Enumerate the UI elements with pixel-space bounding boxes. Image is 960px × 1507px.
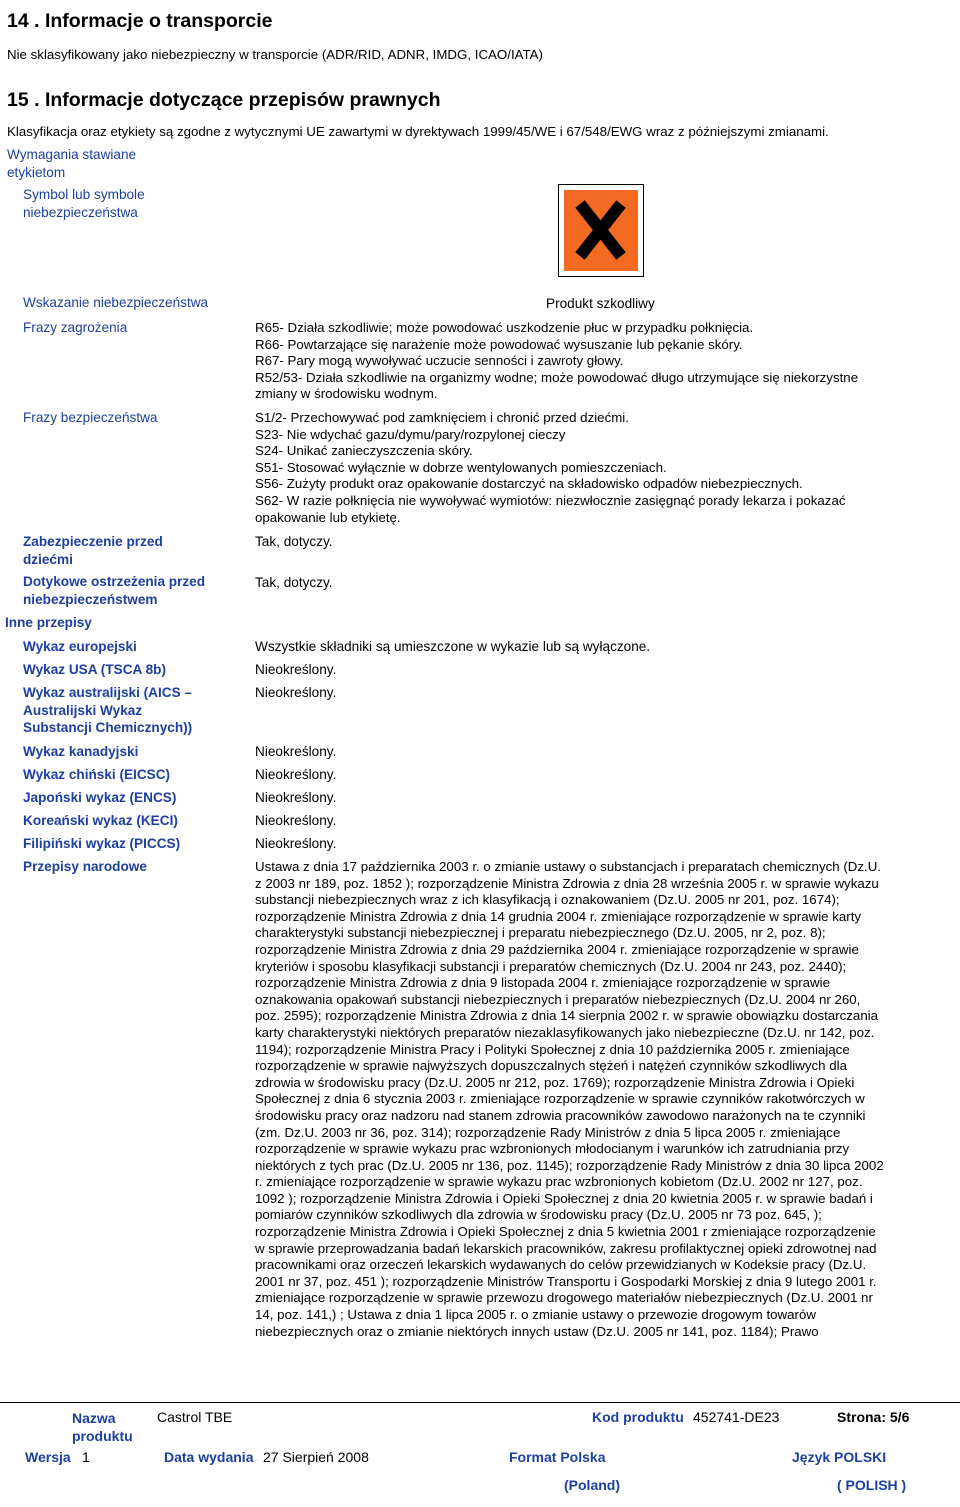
inventory-label-japan: Japoński wykaz (ENCS) (23, 790, 177, 805)
product-code-value: 452741-DE23 (693, 1409, 780, 1425)
harmful-x-icon (558, 184, 644, 277)
inventory-value-japan: Nieokreślony. (255, 790, 337, 805)
inventory-label-philippines: Filipiński wykaz (PICCS) (23, 836, 181, 851)
safety-phrase: S23- Nie wdychać gazu/dymu/pary/rozpylonej cieczy (255, 426, 566, 442)
inventory-value-philippines: Nieokreślony. (255, 836, 337, 851)
labeling-heading: Wymagania stawiane etykietom (7, 147, 137, 180)
language-sub: ( POLISH ) (837, 1477, 907, 1493)
safety-phrase: S1/2- Przechowywać pod zamknięciem i chronić przed dziećmi. (255, 410, 629, 425)
product-code-label: Kod produktu (592, 1409, 684, 1425)
inventory-value-china: Nieokreślony. (255, 767, 337, 782)
inventory-label-korea: Koreański wykaz (KECI) (23, 813, 178, 828)
issue-date-label: Data wydania (164, 1449, 254, 1465)
issue-date-value: 27 Sierpień 2008 (263, 1449, 369, 1465)
inventory-value-eu: Wszystkie składniki są umieszczone w wykazie lub są wyłączone. (255, 639, 651, 654)
hazard-symbol-label: Symbol lub symbole niebezpieczeństwa (23, 187, 145, 220)
risk-phrase: R67- Pary mogą wywoływać uczucie senności i zawroty głowy. (255, 353, 624, 369)
risk-phrase: R66- Powtarzające się narażenie może powodować wysuszanie lub pękanie skóry. (255, 336, 743, 352)
national-regulations-label: Przepisy narodowe (23, 859, 147, 874)
risk-phrases-label: Frazy zagrożenia (23, 320, 128, 335)
inventory-value-usa: Nieokreślony. (255, 662, 337, 677)
section-14-title: 14 . Informacje o transporcie (7, 10, 273, 32)
footer-divider (0, 1402, 960, 1403)
hazard-indication-label: Wskazanie niebezpieczeństwa (23, 295, 209, 310)
safety-phrase: opakowanie lub etykietę. (255, 509, 401, 525)
inventory-label-eu: Wykaz europejski (23, 639, 137, 654)
safety-phrase: S56- Zużyty produkt oraz opakowanie dostarczyć na składowisko odpadów niebezpiecznych. (255, 476, 803, 492)
child-protection-label: Zabezpieczenie przed dziećmi (23, 534, 163, 567)
product-name-value: Castrol TBE (157, 1409, 233, 1425)
transport-note: Nie sklasyfikowany jako niebezpieczny w transporcie (ADR/RID, ADNR, IMDG, ICAO/IATA) (7, 47, 543, 62)
page-number: Strona: 5/6 (837, 1409, 910, 1425)
format-country: (Poland) (564, 1477, 620, 1493)
safety-phrase: S51- Stosować wyłącznie w dobrze wentylowanych pomieszczeniach. (255, 459, 667, 475)
hazard-indication-value: Produkt szkodliwy (546, 296, 655, 311)
format-label: Format Polska (509, 1449, 606, 1465)
safety-phrase: S24- Unikać zanieczyszczenia skóry. (255, 443, 473, 459)
other-regulations-heading: Inne przepisy (5, 615, 92, 630)
safety-phrases-label: Frazy bezpieczeństwa (23, 410, 158, 425)
language-label: Język POLSKI (792, 1449, 887, 1465)
inventory-label-canada: Wykaz kanadyjski (23, 744, 139, 759)
risk-phrase: R52/53- Działa szkodliwie na organizmy wodne; może powodować długo utrzymujące się niekorzystne (255, 369, 859, 385)
section-15-title: 15 . Informacje dotyczące przepisów prawnych (7, 89, 441, 111)
national-regulations-text: Ustawa z dnia 17 października 2003 r. o zmianie ustawy o substancjach i preparatach chemicznych (Dz.U. z 2003 nr 189, poz. 1852 ); rozporządzenie Ministra Zdrowia z dnia 28 września 2005 r. w sprawie wykazu substancji niebezpiecznych wraz z ich klasyfikacją i oznakowaniem (Dz.U. 2005 nr 201, poz. 1674); rozporządzenie Ministra Zdrowia z dnia 14 grudnia 2004 r. zmieniające rozporządzenie w sprawie karty charakterystyki substancji niebezpiecznej i preparatu niebezpiecznego (Dz.U. 2005, nr 2, poz. 8); rozporządzenie Ministra Zdrowia z dnia 29 października 2004 r. zmieniające rozporządzenie w sprawie kryteriów i sposobu klasyfikacji substancji i preparatów chemicznych (Dz.U. 2004 nr 243, poz. 2440); rozporządzenie Ministra Zdrowia z dnia 9 listopada 2004 r. zmieniające rozporządzenie w sprawie oznakowania opakowań substancji niebezpiecznych i preparatów niebezpiecznych (Dz.U. 2004 nr 260, poz. 2595); rozporządzenie Ministra Zdrowia z dnia 14 sierpnia 2002 r. w sprawie obowiązku dostarczania karty charakterystyki niektórych preparatów niezaklasyfikowanych jako niebezpieczne (Dz.U. nr 142, poz. 1194); rozporządzenie Ministra Pracy i Polityki Społecznej z dnia 10 października 2005 r. zmieniające rozporządzenie w sprawie najwyższych dopuszczalnych stężeń i natężeń czynników szkodliwych dla zdrowia w środowisku pracy (Dz.U. 2005 nr 212, poz. 1769); rozporządzenie Ministra Zdrowia i Opieki Społecznej z dnia 6 stycznia 2003 r. zmieniające rozporządzenie w sprawie czynników rakotwórczych w środowisku pracy oraz nadzoru nad stanem zdrowia pracowników zawodowo narażonych na te czynniki (zm. Dz.U. 2003 nr 36, poz. 314); rozporządzenie Rady Ministrów z dnia 5 lipca 2005 r. zmieniające rozporządzenie w sprawie wykazu prac wzbronionych młodocianym i warunków ich zatrudniania przy niektórych z tych prac (Dz.U. 2005 nr 136, poz. 1145); rozporządzenie Rady Ministrów z dnia 30 lipca 2002 r. zmieniające rozporządzenie w sprawie wykazu prac wzbronionych kobietom (Dz.U. 2002 nr 127, poz. 1092 ); rozporządzenie Ministra Zdrowia i Opieki Społecznej z dnia 20 kwietnia 2005 r. w sprawie badań i pomiarów czynników szkodliwych dla zdrowia w środowisku pracy (Dz.U. 2005 nr 73 poz. 645, ); rozporządzenie Ministra Zdrowia i Opieki Społecznej z dnia 5 kwietnia 2001 r zmieniające rozporządzenie w sprawie przeprowadzania badań lekarskich pracowników, zakresu profilaktycznej opieki zdrowotnej nad pracownikami oraz orzeczeń lekarskich wydawanych do celów przewidzianych w Kodeksie pracy (Dz.U. 2001 nr 37, poz. 451 ); rozporządzenie Ministrów Transportu i Gospodarki Morskiej z dnia 9 lutego 2001 r. zmieniające rozporządzenie w sprawie przewozu drogowego materiałów niebezpiecznych (Dz.U. 2001 nr 14, poz. 141,) ; Ustawa z dnia 1 lipca 2005 r. o zmianie ustawy o przewozie drogowym towarów niebezpiecznych oraz o zmianie niektórych innych ustaw (Dz.U. 2005 nr 141, poz. 1184); Prawo (255, 859, 884, 1339)
inventory-label-australia: Wykaz australijski (AICS – Australijski Wykaz Substancji Chemicznych)) (23, 685, 193, 735)
tactile-warning-label: Dotykowe ostrzeżenia przed niebezpieczeństwem (23, 574, 206, 607)
version-label: Wersja (25, 1449, 71, 1465)
risk-phrase: R65- Działa szkodliwie; może powodować uszkodzenie płuc w przypadku połknięcia. (255, 320, 754, 335)
product-name-label: Nazwa produktu (72, 1410, 133, 1444)
inventory-label-china: Wykaz chiński (EICSC) (23, 767, 171, 782)
inventory-label-usa: Wykaz USA (TSCA 8b) (23, 662, 167, 677)
regulation-intro: Klasyfikacja oraz etykiety są zgodne z wytycznymi UE zawartymi w dyrektywach 1999/45/WE i 67/548/EWG wraz z późniejszymi zmianami. (7, 124, 829, 139)
risk-phrase: zmiany w środowisku wodnym. (255, 386, 438, 402)
child-protection-value: Tak, dotyczy. (255, 534, 333, 549)
safety-phrase: S62- W razie połknięcia nie wywoływać wymiotów: niezwłocznie zasięgnąć porady lekarza i pokazać (255, 492, 846, 508)
inventory-value-australia: Nieokreślony. (255, 685, 337, 700)
tactile-warning-value: Tak, dotyczy. (255, 575, 333, 590)
version-value: 1 (82, 1449, 90, 1465)
safety-phrases (255, 410, 846, 526)
inventory-value-korea: Nieokreślony. (255, 813, 337, 828)
inventory-value-canada: Nieokreślony. (255, 744, 337, 759)
risk-phrases (255, 320, 858, 403)
